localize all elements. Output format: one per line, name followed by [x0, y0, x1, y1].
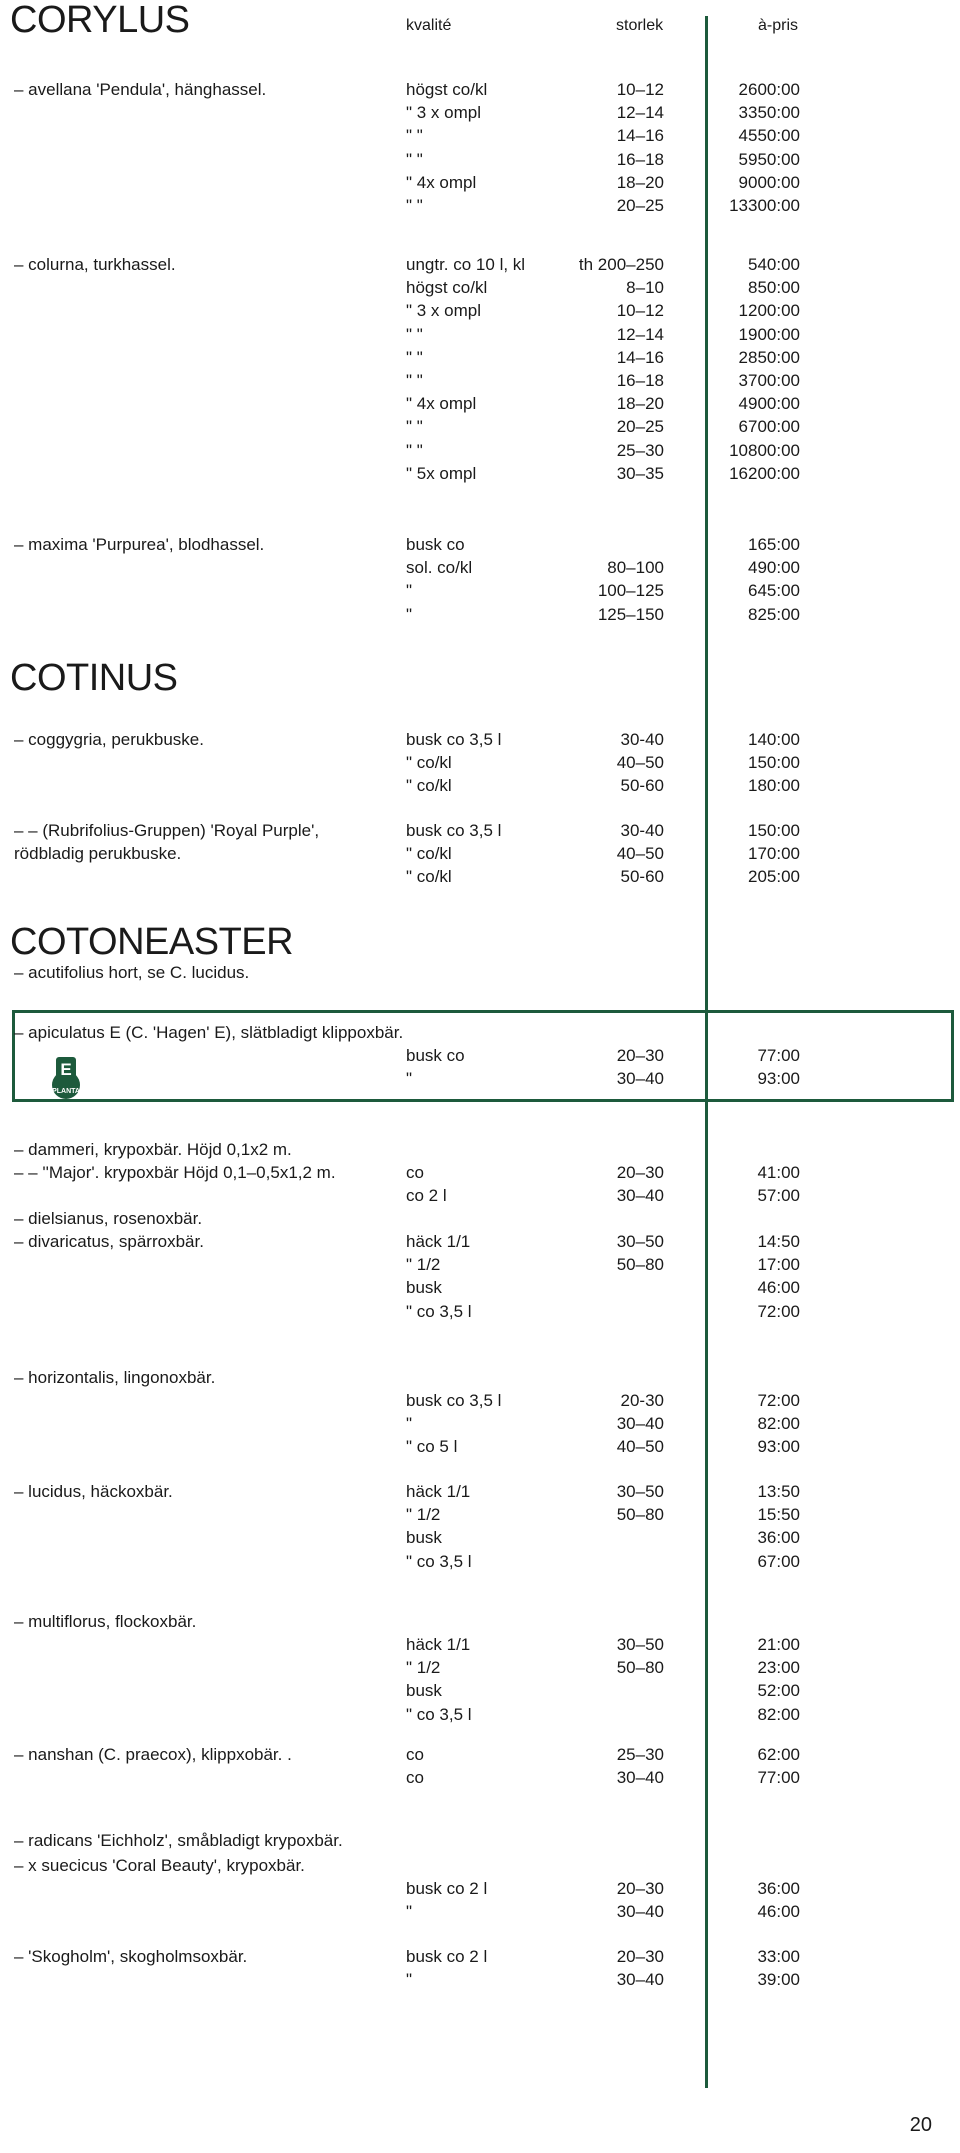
price-row-quality: busk co 3,5 l	[406, 1391, 502, 1410]
price-row-quality: " "	[406, 126, 423, 145]
price-row-quality: " "	[406, 325, 423, 344]
price-row-size: 30–40	[616, 1768, 664, 1787]
price-row-price: 3350:00	[738, 103, 800, 122]
price-row-price: 825:00	[748, 605, 800, 624]
price-row-price: 540:00	[748, 255, 800, 274]
price-row-price: 2850:00	[738, 348, 800, 367]
price-row-size: 16–18	[616, 371, 664, 390]
entry-name: – maxima 'Purpurea', blodhassel.	[14, 535, 265, 554]
price-row-quality: busk co 3,5 l	[406, 821, 502, 840]
price-row-size: 25–30	[616, 1745, 664, 1764]
price-row-price: 13300:00	[729, 196, 800, 215]
price-row-size: 30–40	[616, 1970, 664, 1989]
entry-name: – divaricatus, spärroxbär.	[14, 1232, 204, 1251]
price-row-size: 30-40	[620, 730, 664, 749]
page-number: 20	[909, 2114, 932, 2136]
price-row-quality: busk co	[406, 1046, 465, 1065]
price-row-quality: busk	[406, 1681, 442, 1700]
price-row-size: 30-40	[620, 821, 664, 840]
price-row-price: 13:50	[757, 1482, 800, 1501]
price-row-price: 62:00	[757, 1745, 800, 1764]
section-title: CORYLUS	[10, 0, 190, 41]
price-row-size: 125–150	[597, 605, 664, 624]
price-row-size: 10–12	[616, 301, 664, 320]
price-row-price: 46:00	[757, 1278, 800, 1297]
price-row-price: 77:00	[757, 1046, 800, 1065]
price-row-quality: " 4x ompl	[406, 173, 477, 192]
price-row-price: 39:00	[757, 1970, 800, 1989]
price-row-quality: " 4x ompl	[406, 394, 477, 413]
price-row-quality: co	[406, 1768, 424, 1787]
entry-name: – coggygria, perukbuske.	[14, 730, 204, 749]
price-row-price: 205:00	[748, 867, 800, 886]
price-row-size: 50–80	[616, 1505, 664, 1524]
price-row-quality: " "	[406, 348, 423, 367]
price-row-price: 82:00	[757, 1705, 800, 1724]
price-row-size: 25–30	[616, 441, 664, 460]
price-row-quality: "	[406, 1970, 413, 1989]
price-row-size: th 200–250	[578, 255, 664, 274]
price-row-quality: " "	[406, 441, 423, 460]
price-row-quality: ungtr. co 10 l, kl	[406, 255, 526, 274]
price-row-size: 20–30	[616, 1947, 664, 1966]
price-row-size: 12–14	[616, 325, 664, 344]
price-row-quality: "	[406, 1069, 413, 1088]
price-row-quality: " co/kl	[406, 867, 452, 886]
e-planta-logo-icon	[46, 1055, 86, 1101]
entry-name: – horizontalis, lingonoxbär.	[14, 1368, 216, 1387]
price-row-quality: " "	[406, 150, 423, 169]
price-row-quality: "	[406, 581, 413, 600]
price-row-size: 30–40	[616, 1414, 664, 1433]
price-row-quality: " co/kl	[406, 844, 452, 863]
price-row-price: 46:00	[757, 1902, 800, 1921]
header-quality: kvalité	[406, 17, 452, 34]
price-row-price: 1900:00	[738, 325, 800, 344]
price-row-quality: " 1/2	[406, 1255, 441, 1274]
entry-name: – lucidus, häckoxbär.	[14, 1482, 173, 1501]
price-row-quality: häck 1/1	[406, 1232, 471, 1251]
price-row-price: 72:00	[757, 1391, 800, 1410]
price-row-price: 15:50	[757, 1505, 800, 1524]
price-row-price: 5950:00	[738, 150, 800, 169]
price-row-size: 20-30	[620, 1391, 664, 1410]
entry-name: – multiflorus, flockoxbär.	[14, 1612, 197, 1631]
price-row-size: 80–100	[607, 558, 664, 577]
price-row-size: 40–50	[616, 844, 664, 863]
price-row-price: 645:00	[748, 581, 800, 600]
price-row-price: 36:00	[757, 1879, 800, 1898]
price-row-quality: " co 3,5 l	[406, 1552, 472, 1571]
price-row-price: 490:00	[748, 558, 800, 577]
price-row-size: 30–35	[616, 464, 664, 483]
svg-text:PLANTA: PLANTA	[52, 1088, 80, 1095]
section-title: COTINUS	[10, 657, 178, 699]
price-row-quality: häck 1/1	[406, 1635, 471, 1654]
entry-name: – 'Skogholm', skogholmsoxbär.	[14, 1947, 248, 1966]
price-row-price: 77:00	[757, 1768, 800, 1787]
entry-name: – acutifolius hort, se C. lucidus.	[14, 963, 250, 982]
price-row-price: 16200:00	[729, 464, 800, 483]
price-row-quality: busk co 2 l	[406, 1879, 488, 1898]
price-row-size: 8–10	[626, 278, 664, 297]
price-row-price: 2600:00	[738, 80, 800, 99]
price-row-size: 18–20	[616, 173, 664, 192]
price-row-quality: "	[406, 605, 413, 624]
price-row-price: 140:00	[748, 730, 800, 749]
price-row-size: 20–25	[616, 196, 664, 215]
price-row-size: 30–40	[616, 1902, 664, 1921]
price-row-quality: " "	[406, 417, 423, 436]
price-row-size: 30–40	[616, 1069, 664, 1088]
price-row-quality: högst co/kl	[406, 80, 488, 99]
price-row-size: 100–125	[597, 581, 664, 600]
price-row-price: 33:00	[757, 1947, 800, 1966]
price-row-price: 6700:00	[738, 417, 800, 436]
price-row-quality: " co 3,5 l	[406, 1705, 472, 1724]
entry-name-continued: rödbladig perukbuske.	[14, 844, 182, 864]
price-row-quality: busk	[406, 1278, 442, 1297]
price-row-size: 50–80	[616, 1658, 664, 1677]
price-row-quality: " co 3,5 l	[406, 1302, 472, 1321]
price-row-price: 150:00	[748, 821, 800, 840]
price-row-price: 23:00	[757, 1658, 800, 1677]
price-row-size: 30–50	[616, 1232, 664, 1251]
entry-name: – nanshan (C. praecox), klippxobär. .	[14, 1745, 292, 1764]
price-row-quality: busk co 2 l	[406, 1947, 488, 1966]
price-row-quality: busk co 3,5 l	[406, 730, 502, 749]
price-row-size: 12–14	[616, 103, 664, 122]
price-row-price: 150:00	[748, 753, 800, 772]
entry-name: – – ''Major'. krypoxbär Höjd 0,1–0,5x1,2 m.	[14, 1163, 336, 1182]
price-row-size: 20–25	[616, 417, 664, 436]
header-price: à-pris	[758, 17, 799, 34]
price-row-price: 72:00	[757, 1302, 800, 1321]
price-row-size: 50-60	[620, 867, 664, 886]
price-row-size: 50-60	[620, 776, 664, 795]
header-size: storlek	[616, 17, 664, 34]
price-row-price: 93:00	[757, 1069, 800, 1088]
price-row-quality: " "	[406, 196, 423, 215]
price-row-quality: högst co/kl	[406, 278, 488, 297]
price-row-quality: " co 5 l	[406, 1437, 458, 1456]
price-row-quality: häck 1/1	[406, 1482, 471, 1501]
entry-name: – apiculatus E (C. 'Hagen' E), slätbladigt klippoxbär.	[14, 1023, 404, 1042]
price-row-price: 10800:00	[729, 441, 800, 460]
price-row-price: 4900:00	[738, 394, 800, 413]
price-row-size: 14–16	[616, 126, 664, 145]
price-row-size: 20–30	[616, 1879, 664, 1898]
price-row-quality: " 1/2	[406, 1658, 441, 1677]
price-row-price: 1200:00	[738, 301, 800, 320]
price-row-size: 10–12	[616, 80, 664, 99]
price-row-quality: " 5x ompl	[406, 464, 477, 483]
price-row-size: 40–50	[616, 753, 664, 772]
price-row-size: 30–40	[616, 1186, 664, 1205]
price-row-quality: co	[406, 1745, 424, 1764]
price-row-size: 30–50	[616, 1635, 664, 1654]
price-row-size: 50–80	[616, 1255, 664, 1274]
price-row-price: 9000:00	[738, 173, 800, 192]
price-row-quality: " co/kl	[406, 753, 452, 772]
price-row-price: 21:00	[757, 1635, 800, 1654]
svg-text:E: E	[60, 1060, 72, 1079]
price-row-price: 52:00	[757, 1681, 800, 1700]
price-row-quality: co 2 l	[406, 1186, 447, 1205]
price-row-price: 14:50	[757, 1232, 800, 1251]
entry-name: – radicans 'Eichholz', småbladigt krypoxbär.	[14, 1831, 343, 1850]
price-row-price: 41:00	[757, 1163, 800, 1182]
price-row-size: 14–16	[616, 348, 664, 367]
price-row-quality: "	[406, 1902, 413, 1921]
price-row-quality: " 3 x ompl	[406, 301, 482, 320]
entry-name: – colurna, turkhassel.	[14, 255, 176, 274]
price-row-price: 36:00	[757, 1528, 800, 1547]
entry-name: – avellana 'Pendula', hänghassel.	[14, 80, 267, 99]
price-row-price: 3700:00	[738, 371, 800, 390]
price-row-price: 67:00	[757, 1552, 800, 1571]
price-row-quality: "	[406, 1414, 413, 1433]
price-row-size: 18–20	[616, 394, 664, 413]
entry-name: – dammeri, krypoxbär. Höjd 0,1x2 m.	[14, 1140, 292, 1159]
price-row-size: 20–30	[616, 1163, 664, 1182]
price-row-quality: busk	[406, 1528, 442, 1547]
entry-name: – – (Rubrifolius-Gruppen) 'Royal Purple',	[14, 821, 320, 840]
price-row-size: 40–50	[616, 1437, 664, 1456]
price-row-price: 165:00	[748, 535, 800, 554]
entry-name: – dielsianus, rosenoxbär.	[14, 1209, 203, 1228]
entry-name: – x suecicus 'Coral Beauty', krypoxbär.	[14, 1856, 305, 1875]
price-row-size: 16–18	[616, 150, 664, 169]
price-row-size: 30–50	[616, 1482, 664, 1501]
price-row-quality: busk co	[406, 535, 465, 554]
price-row-price: 4550:00	[738, 126, 800, 145]
price-row-price: 180:00	[748, 776, 800, 795]
price-row-price: 17:00	[757, 1255, 800, 1274]
price-row-quality: " co/kl	[406, 776, 452, 795]
price-row-quality: co	[406, 1163, 424, 1182]
section-title: COTONEASTER	[10, 921, 294, 963]
price-row-price: 82:00	[757, 1414, 800, 1433]
price-row-size: 20–30	[616, 1046, 664, 1065]
price-row-price: 93:00	[757, 1437, 800, 1456]
price-row-quality: " "	[406, 371, 423, 390]
price-row-price: 850:00	[748, 278, 800, 297]
price-row-quality: " 1/2	[406, 1505, 441, 1524]
price-row-price: 170:00	[748, 844, 800, 863]
price-row-price: 57:00	[757, 1186, 800, 1205]
price-row-quality: sol. co/kl	[406, 558, 473, 577]
price-row-quality: " 3 x ompl	[406, 103, 482, 122]
